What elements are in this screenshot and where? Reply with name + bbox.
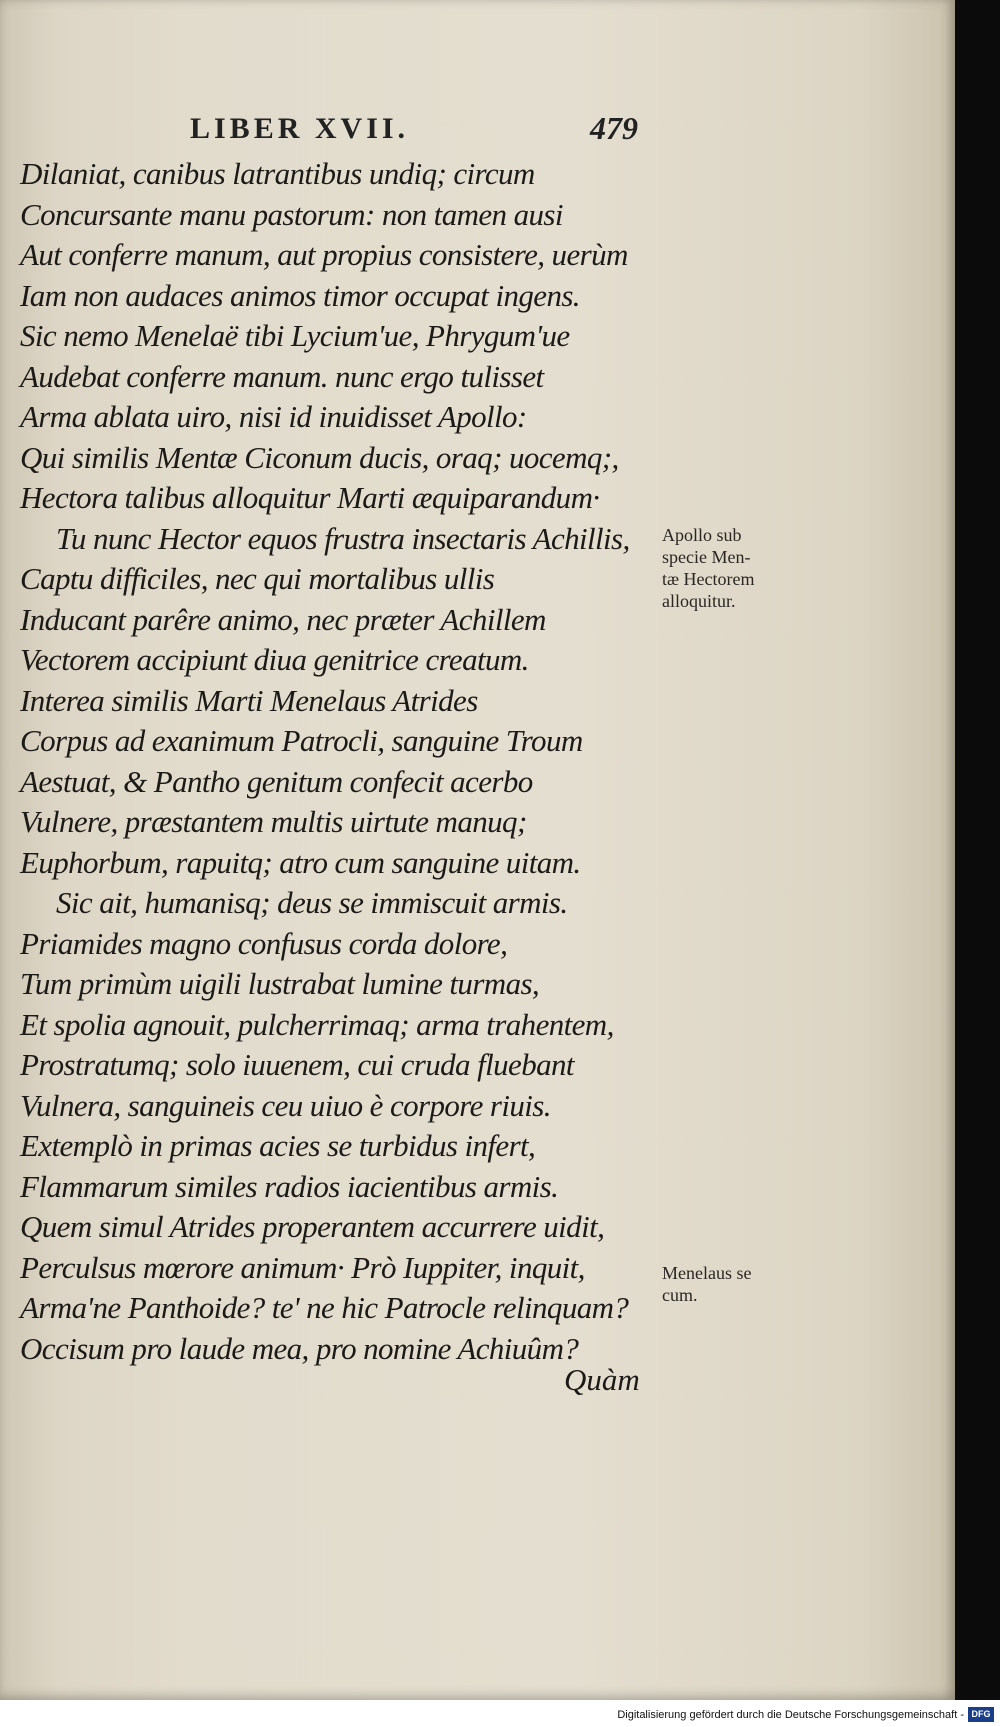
verse-line: Interea similis Marti Menelaus Atrides xyxy=(20,682,478,718)
verse-line: Vulnere, præstantem multis uirtute manuq; xyxy=(20,804,527,839)
page-number: 479 xyxy=(590,110,638,146)
funding-credit: Digitalisierung gefördert durch die Deutsche Forschungsgemeinschaft - xyxy=(617,1709,964,1721)
verse-line: Corpus ad exanimum Patrocli, sanguine Troum xyxy=(20,723,583,758)
verse-line: Prostratumq; solo iuuenem, cui cruda fluebant xyxy=(20,1047,574,1082)
marginal-note-apollo xyxy=(662,524,754,612)
verse-line: Euphorbum, rapuitq; atro cum sanguine uitam. xyxy=(20,844,581,880)
verse-line: Hectora talibus alloquitur Marti æquiparandum· xyxy=(20,480,600,515)
verse-text xyxy=(20,154,660,1369)
running-head: LIBER XVII. xyxy=(190,112,410,145)
dfg-logo-icon: DFG xyxy=(968,1707,994,1722)
verse-line: Vulnera, sanguineis ceu uiuo è corpore riuis. xyxy=(20,1087,551,1123)
marginal-note-line: alloquitur. xyxy=(662,591,736,611)
catchword: Quàm xyxy=(564,1362,640,1397)
marginal-note-line: Menelaus se xyxy=(662,1263,752,1283)
verse-line: Dilaniat, canibus latrantibus undiq; circum xyxy=(20,156,535,191)
marginal-note-line: tæ Hectorem xyxy=(662,569,755,589)
verse-line: Sic ait, humanisq; deus se immiscuit armis. xyxy=(56,885,568,920)
verse-line: Captu difficiles, nec qui mortalibus ullis xyxy=(20,561,495,596)
verse-line: Aestuat, & Pantho genitum confecit acerbo xyxy=(20,763,533,799)
verse-line: Extemplò in primas acies se turbidus infert, xyxy=(20,1128,536,1163)
verse-line: Quem simul Atrides properantem accurrere uidit, xyxy=(20,1209,605,1244)
verse-line: Iam non audaces animos timor occupat ingens. xyxy=(20,277,580,313)
verse-line: Aut conferre manum, aut propius consistere, uerùm xyxy=(20,237,628,272)
marginal-note-line: Apollo sub xyxy=(662,525,742,545)
verse-line: Tu nunc Hector equos frustra insectaris Achillis, xyxy=(56,520,630,556)
verse-line: Qui similis Mentæ Ciconum ducis, oraq; uocemq;, xyxy=(20,439,619,475)
verse-line: Tum primùm uigili lustrabat lumine turmas, xyxy=(20,966,540,1001)
verse-line: Inducant parêre animo, nec præter Achillem xyxy=(20,601,546,637)
verse-line: Sic nemo Menelaë tibi Lycium'ue, Phrygum'ue xyxy=(20,318,570,353)
verse-line: Flammarum similes radios iacientibus armis. xyxy=(20,1168,559,1204)
footer-bar xyxy=(0,1700,1000,1727)
verse-line: Occisum pro laude mea, pro nomine Achiuûm? xyxy=(20,1330,579,1366)
marginal-note-menelaus xyxy=(662,1262,751,1306)
marginal-note-line: specie Men- xyxy=(662,547,751,567)
verse-line: Vectorem accipiunt diua genitrice creatum. xyxy=(20,642,529,677)
verse-line: Perculsus mœrore animum· Prò Iuppiter, inquit, xyxy=(20,1249,585,1285)
verse-line: Priamides magno confusus corda dolore, xyxy=(20,925,508,961)
verse-line: Arma ablata uiro, nisi id inuidisset Apollo: xyxy=(20,399,527,434)
verse-line: Audebat conferre manum. nunc ergo tulisset xyxy=(20,358,544,394)
verse-line: Concursante manu pastorum: non tamen ausi xyxy=(20,196,563,232)
marginal-note-line: cum. xyxy=(662,1285,698,1305)
verse-line: Et spolia agnouit, pulcherrimaq; arma trahentem, xyxy=(20,1006,614,1042)
verse-line: Arma'ne Panthoide? te' ne hic Patrocle relinquam? xyxy=(20,1290,629,1325)
